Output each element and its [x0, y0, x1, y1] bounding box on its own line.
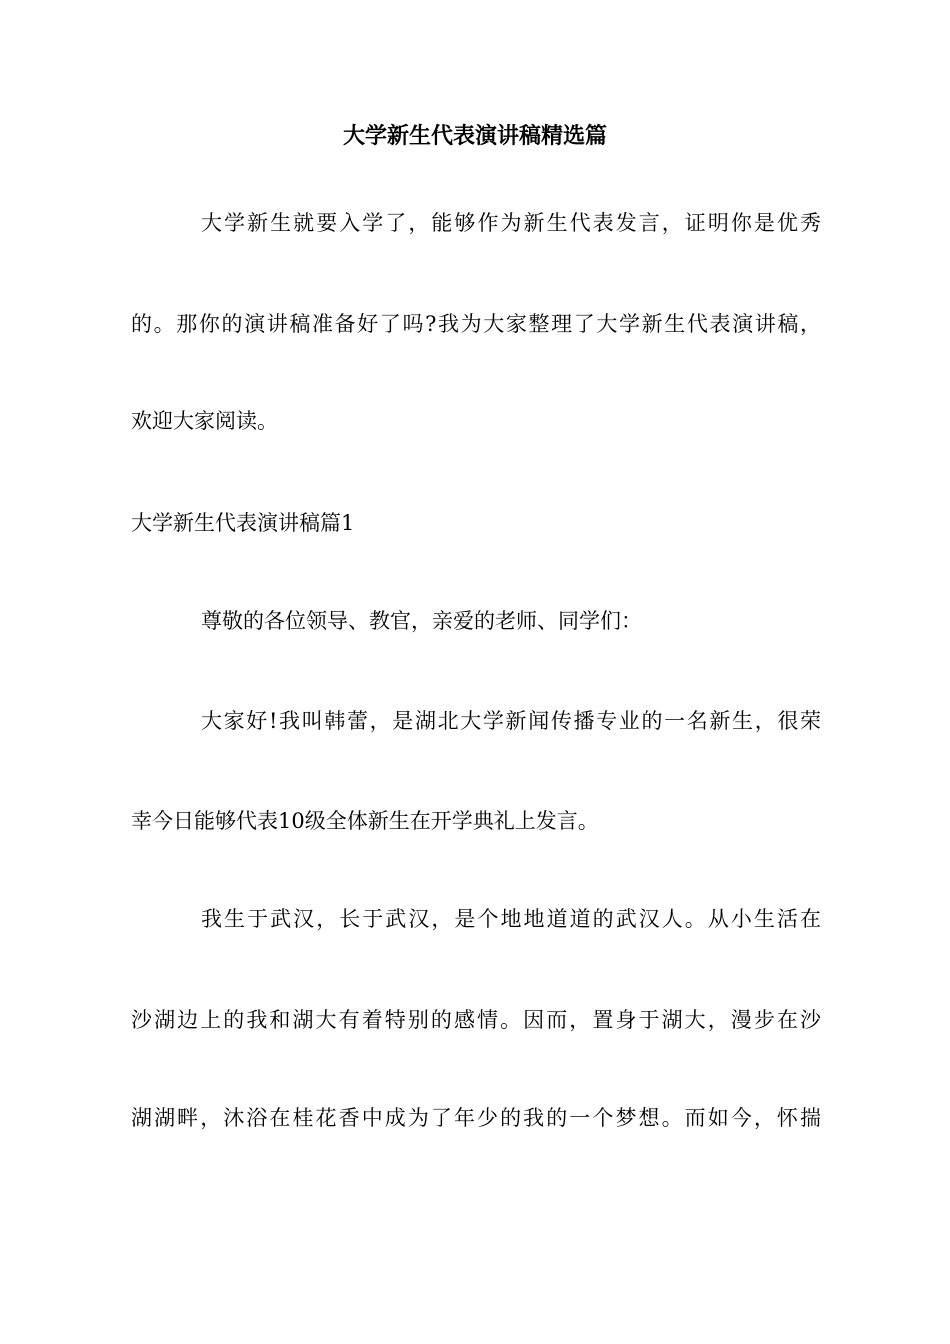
intro-line-2: 的。那你的演讲稿准备好了吗?我为大家整理了大学新生代表演讲稿，	[131, 312, 821, 336]
salutation-line: 尊敬的各位领导、教官，亲爱的老师、同学们：	[201, 609, 642, 633]
intro-line-1: 大学新生就要入学了，能够作为新生代表发言，证明你是优秀	[201, 211, 821, 235]
paragraph-2-line-1: 大家好!我叫韩蕾，是湖北大学新闻传播专业的一名新生，很荣	[201, 709, 821, 733]
paragraph-3-line-2: 沙湖边上的我和湖大有着特别的感情。因而，置身于湖大，漫步在沙	[131, 1008, 821, 1032]
section-heading: 大学新生代表演讲稿篇1	[131, 511, 355, 535]
paragraph-3-line-3: 湖湖畔，沐浴在桂花香中成为了年少的我的一个梦想。而如今，怀揣	[131, 1106, 821, 1130]
paragraph-2-line-2: 幸今日能够代表10级全体新生在开学典礼上发言。	[131, 809, 599, 833]
intro-line-3: 欢迎大家阅读。	[131, 409, 278, 433]
paragraph-3-line-1: 我生于武汉，长于武汉，是个地地道道的武汉人。从小生活在	[201, 907, 821, 931]
document-title: 大学新生代表演讲稿精选篇	[342, 124, 607, 149]
